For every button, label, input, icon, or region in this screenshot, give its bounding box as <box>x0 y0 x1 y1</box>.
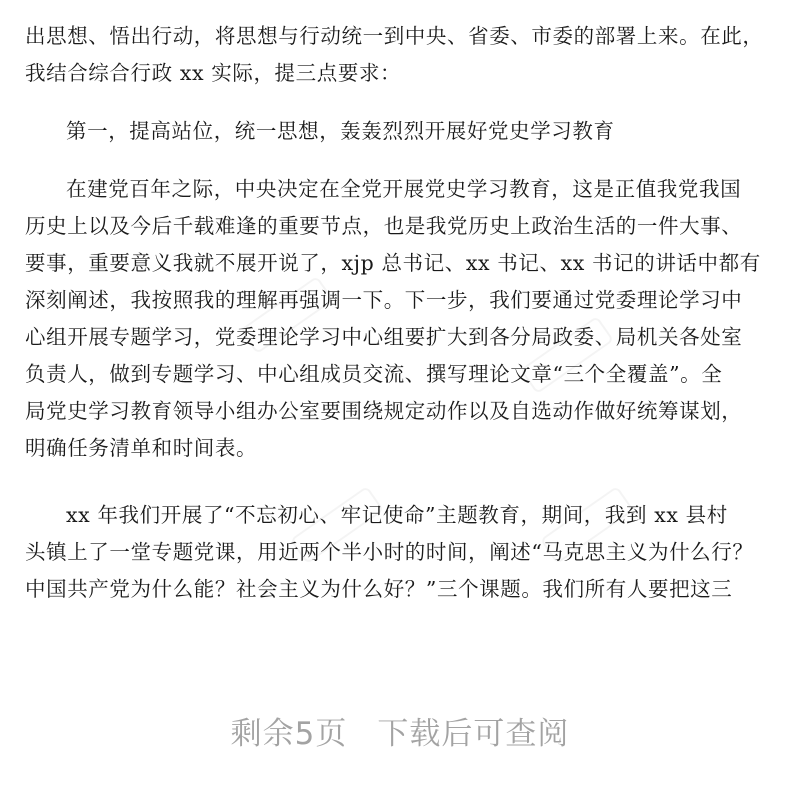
paragraph-line: 要事，重要意义我就不展开说了，xjp 总书记、xx 书记、xx 书记的讲话中都有 <box>25 251 761 275</box>
section-heading: 第一，提高站位，统一思想，轰轰烈烈开展好党史学习教育 <box>66 119 615 143</box>
paragraph-line: 心组开展专题学习，党委理论学习中心组要扩大到各分局政委、局机关各处室 <box>25 325 743 349</box>
paragraph-line: 局党史学习教育领导小组办公室要围绕规定动作以及自选动作做好统筹谋划， <box>25 399 743 423</box>
paragraph-line: 明确任务清单和时间表。 <box>25 436 258 460</box>
paragraph-line: 深刻阐述，我按照我的理解再强调一下。下一步，我们要通过党委理论学习中 <box>25 288 743 312</box>
paragraph-line: xx 年我们开展了“不忘初心、牢记使命”主题教育，期间，我到 xx 县村 <box>66 503 728 527</box>
paragraph-line: 负责人，做到专题学习、中心组成员交流、撰写理论文章“三个全覆盖”。全 <box>25 362 723 386</box>
paragraph-line: 头镇上了一堂专题党课，用近两个半小时的时间，阐述“马克思主义为什么行？ <box>25 540 754 564</box>
paragraph-line: 历史上以及今后千载难逢的重要节点，也是我党历史上政治生活的一件大事、 <box>25 214 743 238</box>
download-to-view-label: 下载后可查阅 <box>377 716 570 752</box>
paragraph-line: 中国共产党为什么能？社会主义为什么好？”三个课题。我们所有人要把这三 <box>25 577 733 601</box>
download-prompt[interactable] <box>0 708 800 753</box>
paragraph-line: 在建党百年之际，中央决定在全党开展党史学习教育，这是正值我党我国 <box>66 177 742 201</box>
paragraph-line: 出思想、悟出行动，将思想与行动统一到中央、省委、市委的部署上来。在此， <box>25 24 764 48</box>
paragraph-line: 我结合综合行政 xx 实际，提三点要求： <box>25 61 402 85</box>
remaining-pages-label: 剩余5页 <box>230 716 348 752</box>
